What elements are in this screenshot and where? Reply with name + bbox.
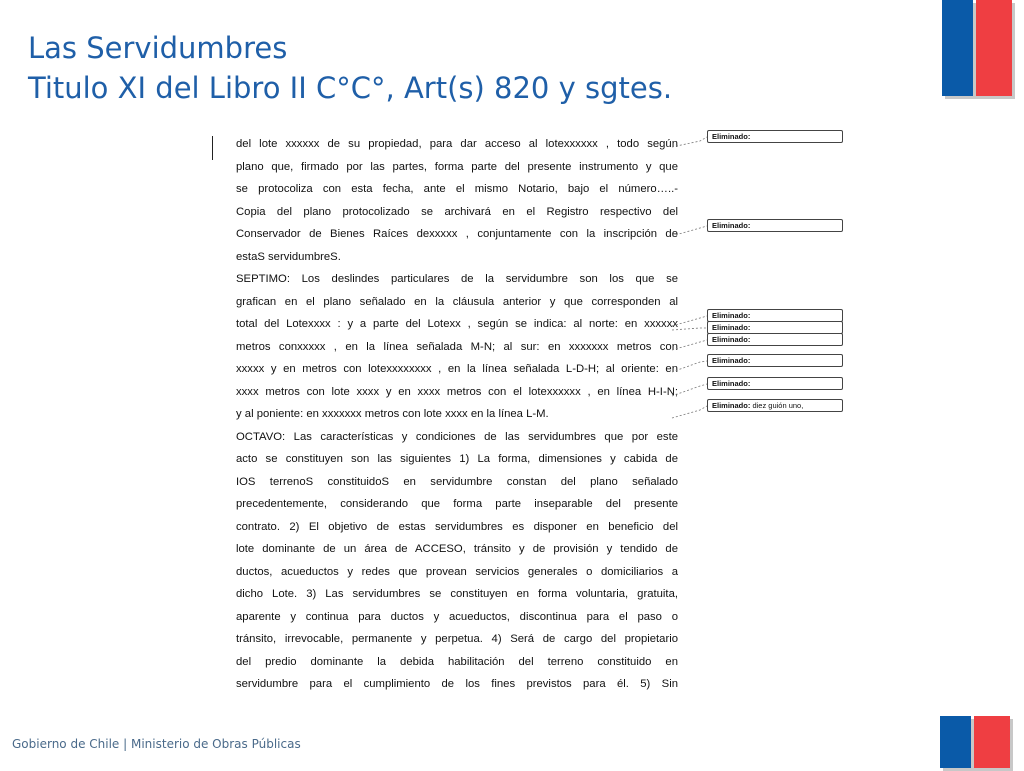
comment-balloon[interactable] (707, 219, 843, 232)
comment-text: diez guión uno, (752, 401, 804, 410)
document-line: se protocoliza con esta fecha, ante el mismo Notario, bajo el número…..- (236, 183, 678, 195)
document-line: tránsito, irrevocable, permanente y perpetua. 4) Será de cargo del propietario (236, 633, 678, 645)
document-line: dicho Lote. 3) Las servidumbres se constituyen en forma voluntaria, gratuita, (236, 588, 678, 600)
document-line: xxxx metros con lote xxxx y en xxxx metros con el lotexxxxxx , en línea H-I-N; (236, 385, 678, 398)
flag-logo (942, 0, 1014, 96)
comment-balloon[interactable] (707, 377, 843, 390)
comment-balloon[interactable] (707, 130, 843, 143)
comment-label: Eliminado: (712, 323, 751, 332)
document-line: Copia del plano protocolizado se archivará en el Registro respectivo del (236, 205, 678, 218)
document-line: contrato. 2) El objetivo de estas servidumbres es disponer en beneficio del (236, 520, 678, 533)
document-line: total del Lotexxxx : y a parte del Lotexx , según se indica: al norte: en xxxxxx (236, 318, 678, 330)
document-excerpt (236, 133, 678, 696)
document-line: del lote xxxxxx de su propiedad, para dar acceso al lotexxxxxx , todo según (236, 138, 678, 150)
comment-label: Eliminado: (712, 311, 751, 320)
footer-text: Gobierno de Chile | Ministerio de Obras Públicas (12, 737, 301, 751)
document-line: grafican en el plano señalado en la cláusula anterior y que corresponden al (236, 295, 678, 308)
title-line-2: Titulo XI del Libro II C°C°, Art(s) 820 y sgtes. (28, 71, 673, 105)
document-line: ductos, acueductos y redes que provean servicios generales o domiciliarios a (236, 565, 678, 578)
flag-logo-footer (940, 716, 1012, 768)
title-line-1: Las Servidumbres (28, 31, 288, 65)
comment-label: Eliminado: (712, 221, 751, 230)
comment-label: Eliminado: (712, 379, 751, 388)
document-line: y al poniente: en xxxxxxx metros con lote xxxx en la línea L-M. (236, 408, 549, 420)
document-line: plano que, firmado por las partes, forma parte del presente instrumento y que (236, 160, 678, 173)
comment-balloon[interactable] (707, 333, 843, 346)
document-line: del predio dominante la debida habilitación del terreno constituido en (236, 655, 678, 668)
comment-label: Eliminado: (712, 132, 751, 141)
document-line: SEPTIMO: Los deslindes particulares de la servidumbre son los que se (236, 273, 678, 285)
comment-label: Eliminado: (712, 356, 751, 365)
document-line: lote dominante de un área de ACCESO, tránsito y de provisión y tendido de (236, 543, 678, 555)
slide-title (28, 28, 672, 108)
document-line: servidumbre para el cumplimiento de los fines previstos para él. 5) Sin (236, 678, 678, 690)
text-cursor (212, 136, 213, 160)
document-line: estaS servidumbreS. (236, 250, 341, 263)
document-line: IOS terrenoS constituidoS en servidumbre constan del plano señalado (236, 475, 678, 488)
document-line: xxxxx y en metros con lotexxxxxxxx , en la línea señalada L-D-H; al oriente: en (236, 363, 678, 375)
comment-label: Eliminado: (712, 401, 751, 410)
document-line: acto se constituyen son las siguientes 1) La forma, dimensiones y cabida de (236, 453, 678, 465)
document-line: aparente y continua para ductos y acueductos, discontinua para el paso o (236, 610, 678, 623)
document-line: metros conxxxxx , en la línea señalada M-N; al sur: en xxxxxxx metros con (236, 340, 678, 353)
document-line: Conservador de Bienes Raíces dexxxxx , conjuntamente con la inscripción de (236, 228, 678, 240)
document-line: precedentemente, considerando que forma parte inseparable del presente (236, 498, 678, 510)
comment-balloon[interactable] (707, 354, 843, 367)
document-line: OCTAVO: Las características y condiciones de las servidumbres que por este (236, 430, 678, 443)
comment-label: Eliminado: (712, 335, 751, 344)
comment-balloon[interactable] (707, 399, 843, 412)
